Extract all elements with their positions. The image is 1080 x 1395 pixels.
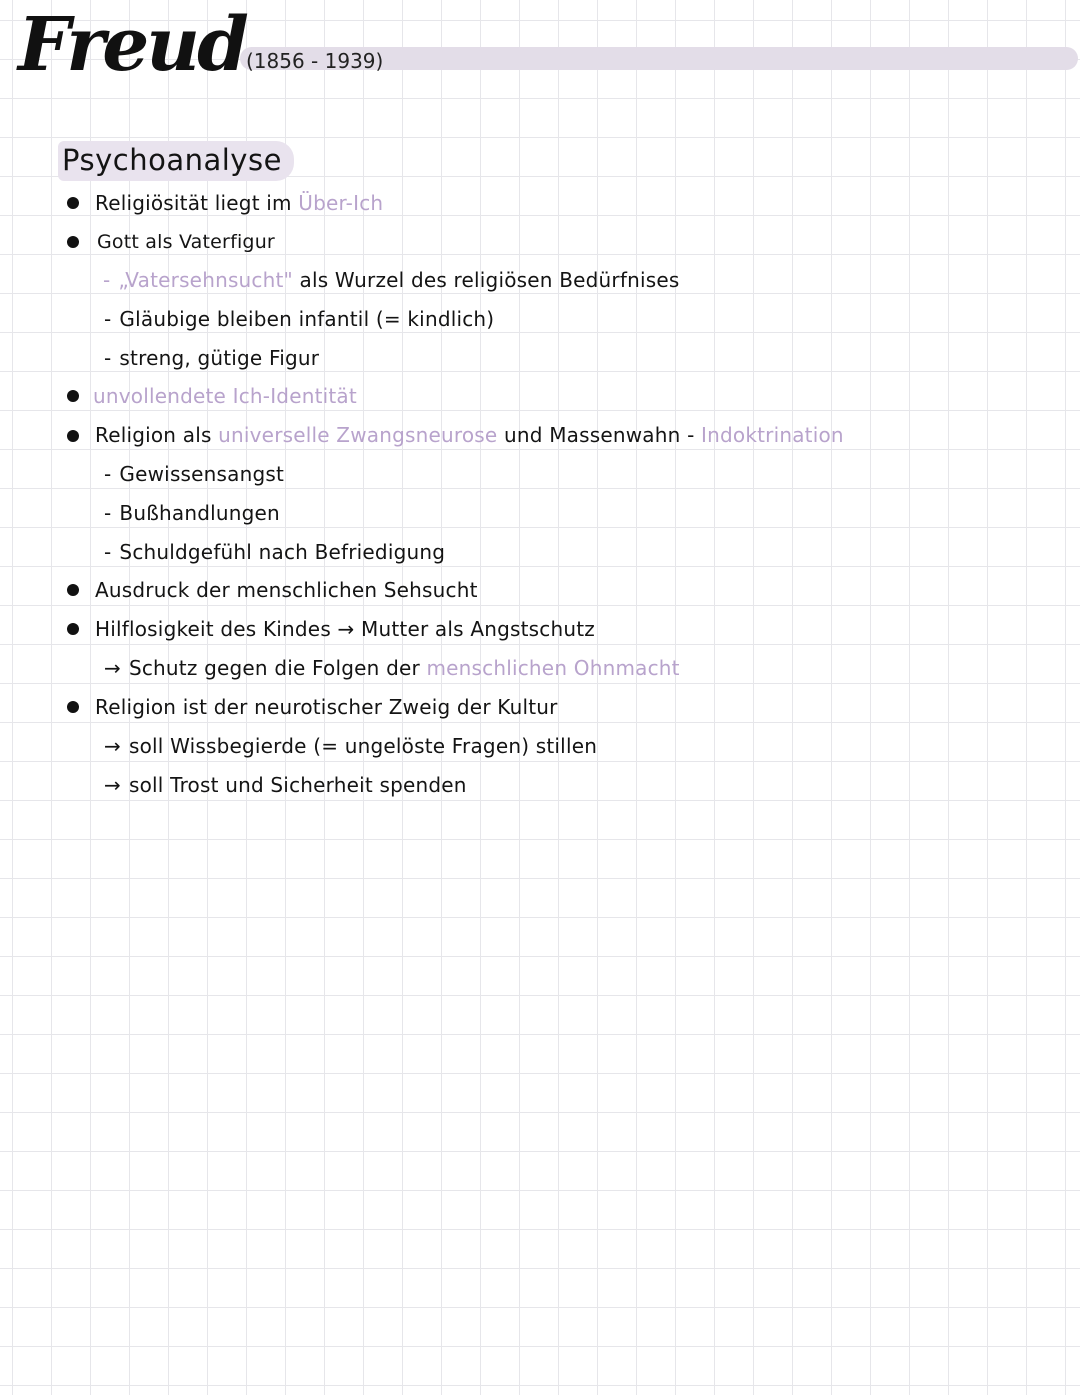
sub-note-line bbox=[104, 306, 494, 332]
note-line bbox=[97, 229, 275, 255]
note-text: Bußhandlungen bbox=[119, 501, 280, 525]
note-text: Gott als Vaterfigur bbox=[97, 231, 275, 253]
note-line bbox=[95, 694, 558, 720]
note-line bbox=[95, 190, 383, 216]
dash-marker: - bbox=[104, 307, 112, 331]
highlight-term: menschlichen Ohnmacht bbox=[426, 656, 680, 680]
bullet-point bbox=[67, 390, 79, 402]
sub-note-line bbox=[104, 539, 445, 565]
highlight-term: universelle Zwangsneurose bbox=[218, 423, 498, 447]
dash-marker: - bbox=[104, 501, 112, 525]
highlight-term: Indoktrination bbox=[701, 423, 844, 447]
sub-note-line bbox=[104, 655, 680, 681]
sub-note-line bbox=[104, 500, 280, 526]
arrow-icon: → bbox=[104, 773, 121, 797]
note-text: Mutter als Angstschutz bbox=[361, 617, 595, 641]
note-text: soll Wissbegierde (= ungelöste Fragen) stillen bbox=[128, 734, 598, 758]
arrow-icon: → bbox=[104, 734, 121, 758]
life-dates: (1856 - 1939) bbox=[246, 49, 384, 73]
note-text: Schutz gegen die Folgen der bbox=[128, 656, 420, 680]
dash-marker: - bbox=[104, 540, 112, 564]
note-text: Gewissensangst bbox=[119, 462, 285, 486]
page-title: Freud bbox=[18, 2, 246, 88]
dash-marker: - bbox=[103, 268, 111, 292]
note-text: streng, gütige Figur bbox=[119, 346, 320, 370]
bullet-point bbox=[67, 623, 79, 635]
note-text: soll Trost und Sicherheit spenden bbox=[128, 773, 467, 797]
bullet-point bbox=[67, 430, 79, 442]
bullet-point bbox=[67, 584, 79, 596]
note-line bbox=[93, 383, 357, 409]
note-text: Gläubige bleiben infantil (= kindlich) bbox=[119, 307, 495, 331]
note-text: Hilflosigkeit des Kindes bbox=[95, 617, 331, 641]
note-text: Religiösität liegt im bbox=[95, 191, 292, 215]
sub-note-line bbox=[104, 733, 597, 759]
sub-note-line bbox=[103, 267, 679, 293]
arrow-icon: → bbox=[104, 656, 121, 680]
highlight-term: unvollendete Ich-Identität bbox=[93, 384, 357, 408]
sub-note-line bbox=[104, 772, 467, 798]
bullet-point bbox=[67, 197, 79, 209]
note-line bbox=[95, 422, 844, 448]
highlight-term: Über-Ich bbox=[298, 191, 384, 215]
highlight-term: „Vatersehnsucht" bbox=[118, 268, 293, 292]
sub-note-line bbox=[104, 461, 284, 487]
bullet-point bbox=[67, 701, 79, 713]
note-text: als Wurzel des religiösen Bedürfnises bbox=[299, 268, 680, 292]
note-text: Religion ist der neurotischer Zweig der Kultur bbox=[95, 695, 558, 719]
note-text: Schuldgefühl nach Befriedigung bbox=[119, 540, 446, 564]
note-text: Ausdruck der menschlichen Sehsucht bbox=[95, 578, 478, 602]
dash-marker: - bbox=[104, 462, 112, 486]
section-title: Psychoanalyse bbox=[58, 141, 294, 181]
bullet-point bbox=[67, 236, 79, 248]
note-text: und Massenwahn bbox=[503, 423, 681, 447]
dash-marker: - bbox=[104, 346, 112, 370]
note-line bbox=[95, 616, 595, 642]
note-line bbox=[95, 577, 478, 603]
arrow-icon: → bbox=[337, 617, 355, 641]
note-text: Religion als bbox=[95, 423, 212, 447]
dash-marker: - bbox=[687, 423, 695, 447]
sub-note-line bbox=[104, 345, 319, 371]
